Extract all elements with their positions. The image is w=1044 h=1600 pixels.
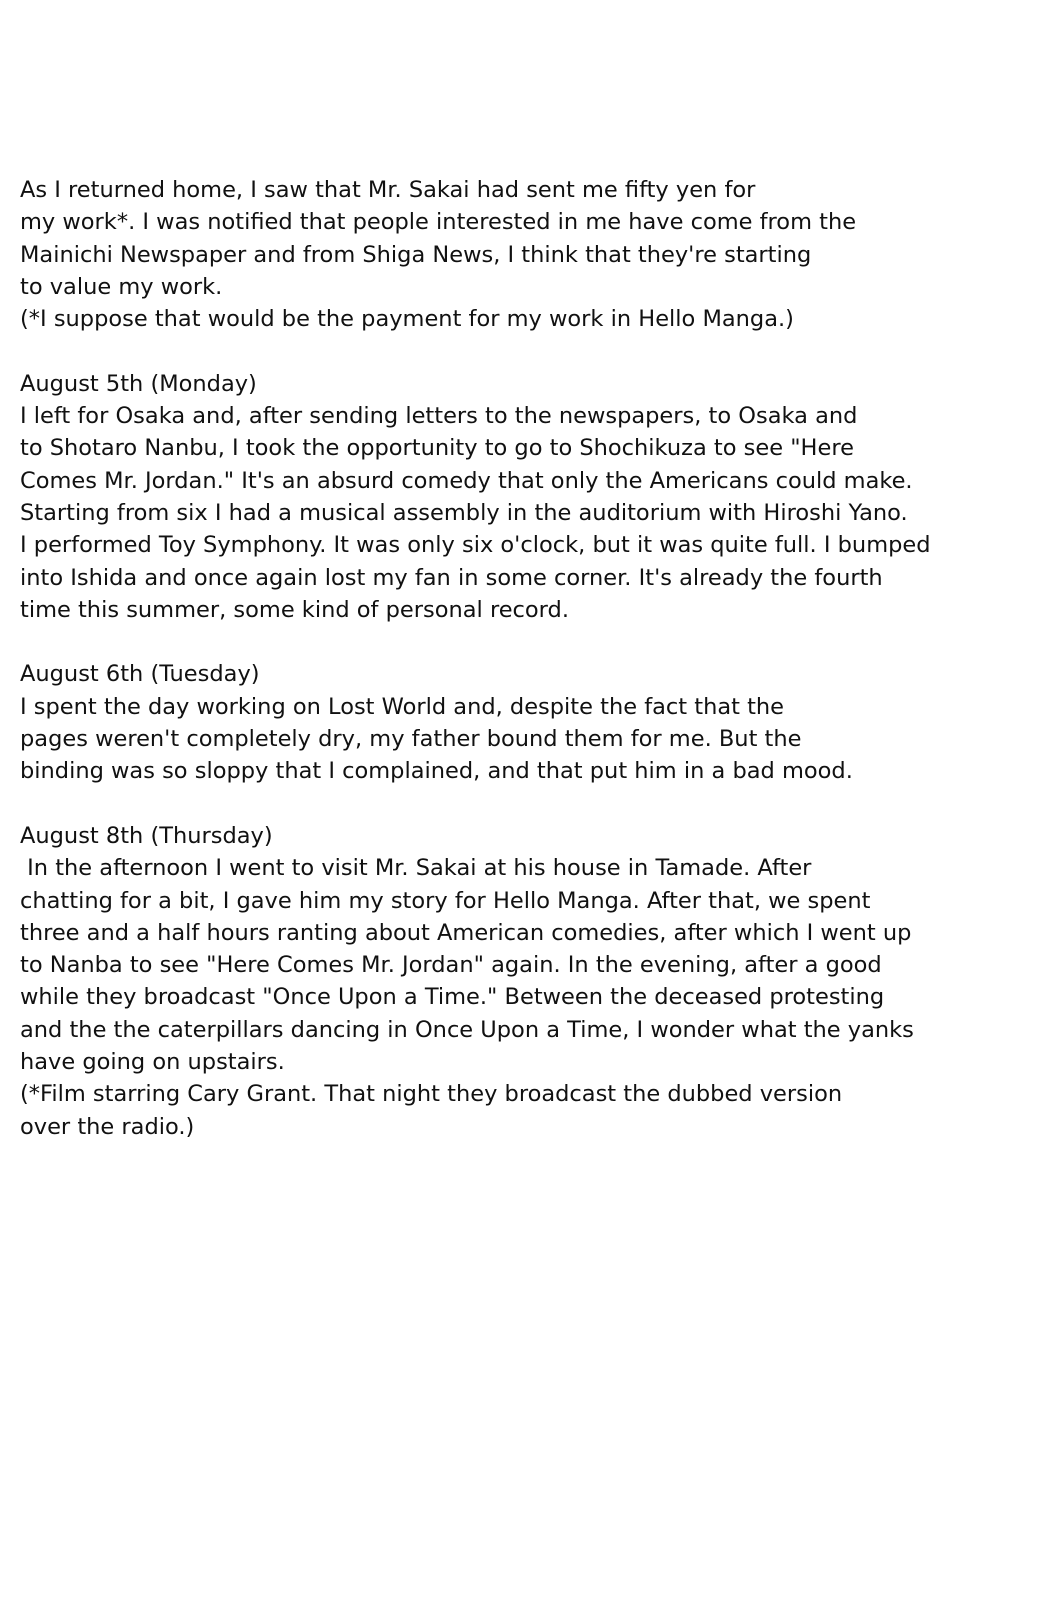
paragraph-intro — [20, 174, 1030, 335]
footnote-line: over the radio.) — [20, 1113, 195, 1140]
entry-august-8 — [20, 820, 1030, 1143]
entry-date-heading: August 5th (Monday) — [20, 370, 257, 397]
text-line: As I returned home, I saw that Mr. Sakai had sent me fifty yen for — [20, 177, 756, 203]
text-line: I left for Osaka and, after sending letters to the newspapers, to Osaka and — [20, 403, 858, 430]
text-line: my work*. I was notified that people interested in me have come from the — [20, 209, 857, 236]
text-line: I performed Toy Symphony. It was only six o'clock, but it was quite full. I bumped — [20, 532, 931, 559]
text-line: pages weren't completely dry, my father bound them for me. But the — [20, 726, 802, 753]
diary-page — [20, 174, 1030, 1175]
entry-august-5 — [20, 368, 1030, 626]
text-line: In the afternoon I went to visit Mr. Sakai at his house in Tamade. After — [20, 855, 812, 882]
text-line: have going on upstairs. — [20, 1049, 285, 1076]
text-line: Comes Mr. Jordan." It's an absurd comedy that only the Americans could make. — [20, 467, 913, 494]
text-line: to Nanba to see "Here Comes Mr. Jordan" again. In the evening, after a good — [20, 952, 882, 979]
text-line: to Shotaro Nanbu, I took the opportunity to go to Shochikuza to see "Here — [20, 435, 854, 462]
text-line: I spent the day working on Lost World and, despite the fact that the — [20, 693, 785, 720]
footnote-line: (*Film starring Cary Grant. That night they broadcast the dubbed version — [20, 1081, 843, 1108]
text-line: Mainichi Newspaper and from Shiga News, I think that they're starting — [20, 241, 812, 268]
text-line: binding was so sloppy that I complained, and that put him in a bad mood. — [20, 758, 853, 785]
text-line: time this summer, some kind of personal record. — [20, 596, 569, 623]
text-line: to value my work. — [20, 273, 223, 300]
text-line: into Ishida and once again lost my fan in some corner. It's already the fourth — [20, 564, 883, 591]
text-line: while they broadcast "Once Upon a Time." Between the deceased protesting — [20, 984, 885, 1011]
entry-august-6 — [20, 658, 1030, 787]
text-line: Starting from six I had a musical assembly in the auditorium with Hiroshi Yano. — [20, 499, 908, 526]
footnote-line: (*I suppose that would be the payment for my work in Hello Manga.) — [20, 306, 794, 333]
entry-date-heading: August 6th (Tuesday) — [20, 661, 260, 688]
entry-date-heading: August 8th (Thursday) — [20, 822, 273, 849]
text-line: and the the caterpillars dancing in Once Upon a Time, I wonder what the yanks — [20, 1016, 914, 1043]
text-line: chatting for a bit, I gave him my story for Hello Manga. After that, we spent — [20, 887, 871, 914]
text-line: three and a half hours ranting about American comedies, after which I went up — [20, 919, 912, 946]
